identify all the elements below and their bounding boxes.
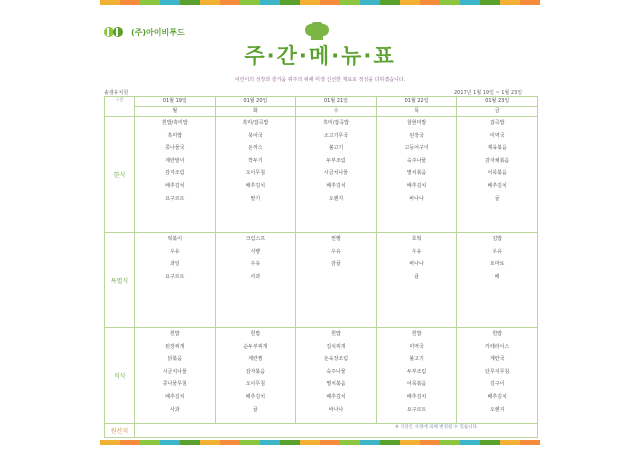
snack-cell (296, 233, 377, 328)
menu-item: 감자채볶음 (485, 157, 510, 164)
menu-item: 제육볶음 (487, 145, 507, 152)
snack-label: 특별식 (105, 233, 135, 328)
stripe-segment (340, 0, 360, 5)
menu-item: 불고기 (409, 356, 424, 363)
menu-item: 바나나 (409, 195, 424, 202)
stripe-segment (460, 0, 480, 5)
menu-item: 카레라이스 (485, 343, 510, 350)
day-row (105, 107, 538, 117)
stripe-segment (100, 0, 120, 5)
menu-item: 사과 (250, 273, 261, 280)
menu-item: 배추김치 (165, 393, 185, 400)
menu-item: 미역국 (409, 343, 424, 350)
dinner-cell (457, 328, 538, 424)
brand-logo (104, 25, 185, 39)
stripe-segment (440, 0, 460, 5)
menu-item: 감자조림 (165, 170, 185, 177)
brand-logo-icon (104, 25, 128, 39)
menu-item: 우유 (331, 248, 341, 255)
menu-item: 두부조림 (406, 368, 427, 375)
menu-item: 순두부찌개 (243, 343, 268, 350)
stripe-segment (140, 440, 160, 445)
menu-item: 된장국 (409, 132, 424, 139)
stripe-segment (520, 0, 540, 5)
menu-item: 오이무침 (245, 381, 266, 388)
menu-item: 귤 (414, 273, 419, 280)
menu-item: 배추김치 (406, 182, 427, 189)
menu-item: 흰밥 (250, 331, 261, 337)
stripe-segment (180, 440, 200, 445)
menu-item: 흰밥 (411, 331, 422, 337)
snack-cell (135, 233, 216, 328)
stripe-segment (300, 0, 320, 5)
menu-item: 크림스프 (245, 236, 266, 242)
menu-item: 배추김치 (245, 393, 266, 400)
stripe-segment (520, 440, 540, 445)
chef-hat-icon (303, 22, 331, 42)
menu-item: 우유 (169, 248, 180, 255)
stripe-segment (100, 440, 120, 445)
stripe-segment (360, 440, 380, 445)
menu-period: 2017년 1월 19일 ~ 1월 23일 (454, 90, 523, 96)
menu-item: 요구르트 (165, 273, 185, 280)
menu-item: 바나나 (328, 406, 344, 413)
day-cell: 금 (457, 107, 538, 117)
date-cell: 01월 21일 (296, 97, 377, 107)
menu-item: 잡곡밥 (489, 120, 505, 126)
menu-item: 돈육장조림 (323, 356, 349, 363)
lunch-cell (376, 117, 457, 233)
menu-item: 돈까스 (248, 145, 263, 152)
stripe-segment (200, 0, 220, 5)
menu-item: 멸치볶음 (406, 170, 427, 177)
menu-item: 계란국 (489, 356, 505, 363)
school-name: 솔샘유치원 (104, 90, 129, 96)
lunch-cell (135, 117, 216, 233)
menu-item: 흑미밥 (167, 132, 183, 139)
menu-item: 미역국 (489, 132, 505, 139)
weekly-menu-table (104, 96, 538, 438)
stripe-segment (120, 440, 140, 445)
menu-item: 배추김치 (326, 182, 346, 189)
menu-item: 깍두기 (248, 157, 263, 164)
menu-item: 김구이 (489, 381, 505, 388)
stripe-segment (260, 440, 280, 445)
stripe-segment (460, 440, 480, 445)
menu-item: 배 (494, 273, 500, 280)
menu-item: 흰밥 (169, 331, 180, 337)
stripe-segment (120, 0, 140, 5)
menu-item: 배추김치 (487, 182, 507, 189)
stripe-segment (320, 440, 340, 445)
menu-item: 콩나물무침 (162, 381, 187, 388)
stripe-segment (180, 0, 200, 5)
dinner-row (105, 328, 538, 424)
stripe-segment (320, 0, 340, 5)
menu-item: 어묵볶음 (487, 170, 507, 177)
menu-item: 찐빵 (331, 236, 341, 242)
menu-item: 호떡 (411, 236, 422, 242)
menu-item: 토마토 (489, 261, 505, 268)
stripe-segment (140, 0, 160, 5)
date-cell: 01월 20일 (215, 97, 296, 107)
snack-cell (376, 233, 457, 328)
menu-item: 숙주나물 (326, 368, 346, 375)
day-cell: 목 (376, 107, 457, 117)
lunch-label: 한식 (105, 117, 135, 233)
dinner-cell (376, 328, 457, 424)
menu-item: 멸치볶음 (326, 381, 346, 388)
menu-item: 콩나물국 (165, 145, 185, 152)
stripe-segment (300, 440, 320, 445)
page-title: 주·간·메·뉴·표 (244, 44, 396, 68)
menu-item: 배추김치 (245, 182, 266, 189)
menu-item: 우유 (492, 248, 503, 255)
stripe-segment (280, 440, 300, 445)
footnote: ※ 식단은 사정에 의해 변경될 수 있습니다. (395, 425, 479, 430)
top-color-stripe (100, 0, 540, 5)
menu-item: 찰현미밥 (406, 120, 427, 126)
stripe-segment (480, 440, 500, 445)
dinner-cell (135, 328, 216, 424)
date-cell: 01월 23일 (457, 97, 538, 107)
menu-item: 떡볶이 (167, 236, 183, 242)
menu-item: 된장찌개 (165, 343, 185, 350)
menu-item: 단무지무침 (485, 368, 510, 375)
menu-item: 북어국 (248, 132, 263, 139)
day-cell: 수 (296, 107, 377, 117)
menu-item: 귤 (494, 195, 500, 202)
menu-item: 김밥 (492, 236, 503, 242)
day-cell: 화 (215, 107, 296, 117)
stripe-segment (220, 0, 240, 5)
lunch-cell (296, 117, 377, 233)
stripe-segment (160, 0, 180, 5)
menu-item: 사과 (169, 406, 180, 413)
date-cell: 01월 22일 (376, 97, 457, 107)
menu-item: 흰밥 (492, 331, 503, 337)
brand-name: (주)아이비푸드 (131, 27, 185, 37)
origin-label: 원산지 (105, 424, 135, 438)
stripe-segment (240, 0, 260, 5)
menu-item: 숙주나물 (406, 157, 427, 164)
menu-item: 오렌지 (328, 195, 344, 202)
menu-item: 배추김치 (165, 182, 185, 189)
menu-item: 귤 (252, 406, 258, 413)
dinner-label: 석식 (105, 328, 135, 424)
menu-item: 바나나 (409, 261, 424, 268)
stripe-segment (380, 0, 400, 5)
menu-item: 닭볶음 (167, 356, 183, 363)
menu-item: 흰밥/흑미밥 (161, 120, 188, 126)
lunch-row (105, 117, 538, 233)
lunch-cell (457, 117, 538, 233)
menu-item: 흰밥 (331, 331, 341, 337)
menu-item: 우유 (411, 248, 422, 255)
date-cell: 01월 19일 (135, 97, 216, 107)
menu-item: 감귤 (331, 261, 341, 268)
date-row (105, 97, 538, 107)
stripe-segment (220, 440, 240, 445)
dinner-cell (296, 328, 377, 424)
menu-item: 요구르트 (165, 195, 185, 202)
stripe-segment (400, 440, 420, 445)
stripe-segment (500, 0, 520, 5)
stripe-segment (280, 0, 300, 5)
menu-item: 배추김치 (326, 393, 346, 400)
lunch-cell (215, 117, 296, 233)
menu-item: 오렌지 (489, 406, 505, 413)
menu-item: 우유 (250, 261, 261, 268)
menu-item: 시금치나물 (323, 170, 349, 177)
snack-cell (457, 233, 538, 328)
stripe-segment (500, 440, 520, 445)
corner-label: 구분 (105, 97, 135, 117)
menu-item: 식빵 (250, 248, 261, 255)
menu-item: 두부조림 (326, 157, 346, 164)
stripe-segment (200, 440, 220, 445)
snack-cell (215, 233, 296, 328)
page-subtitle: 어린이의 성장과 즐거움 위주의 위해 미생 신선한 재료로 정성을 다하겠습니다. (234, 77, 406, 83)
menu-item: 배추김치 (406, 393, 427, 400)
menu-item: 어묵볶음 (406, 381, 427, 388)
menu-item: 감자볶음 (245, 368, 266, 375)
menu-item: 과일 (169, 261, 180, 268)
menu-item: 계란찜 (248, 356, 263, 363)
stripe-segment (480, 0, 500, 5)
stripe-segment (240, 440, 260, 445)
menu-item: 딸기 (250, 195, 261, 202)
menu-item: 고등어구이 (404, 145, 429, 152)
menu-item: 흑미/잡곡밥 (323, 120, 349, 126)
menu-item: 소고기무국 (323, 132, 349, 139)
stripe-segment (360, 0, 380, 5)
menu-item: 흑미/잡곡밥 (242, 120, 269, 126)
stripe-segment (340, 440, 360, 445)
stripe-segment (380, 440, 400, 445)
dinner-cell (215, 328, 296, 424)
bottom-color-stripe (100, 440, 540, 445)
menu-item: 불고기 (328, 145, 344, 152)
stripe-segment (420, 440, 440, 445)
stripe-segment (260, 0, 280, 5)
stripe-segment (420, 0, 440, 5)
stripe-segment (440, 440, 460, 445)
snack-row (105, 233, 538, 328)
menu-item: 김치찌개 (326, 343, 346, 350)
stripe-segment (160, 440, 180, 445)
menu-item: 시금치나물 (162, 368, 187, 375)
day-cell: 월 (135, 107, 216, 117)
menu-item: 요구르트 (406, 406, 427, 413)
menu-item: 오이무침 (245, 170, 266, 177)
menu-item: 계란말이 (165, 157, 185, 164)
menu-item: 배추김치 (487, 393, 507, 400)
stripe-segment (400, 0, 420, 5)
